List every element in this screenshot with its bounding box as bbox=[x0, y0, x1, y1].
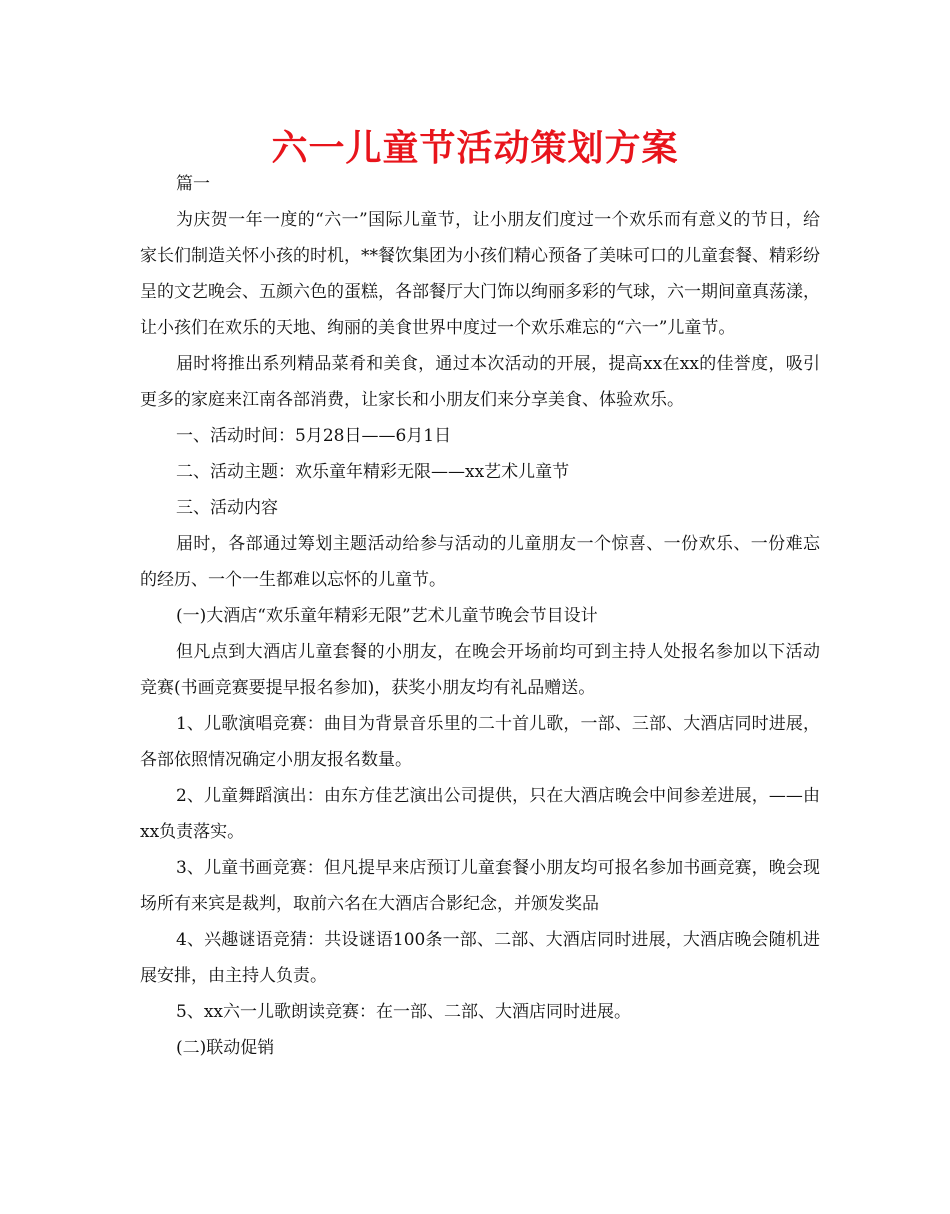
paragraph: 一、活动时间：5月28日——6月1日 bbox=[176, 426, 452, 446]
paragraph: 为庆贺一年一度的“六一”国际儿童节，让小朋友们度过一个欢乐而有意义的节日，给家长们制造关怀小孩的时机，**餐饮集团为小孩们精心预备了美味可口的儿童套餐、精彩纷呈的文艺晚会、五颜六色的蛋糕，各部餐厅大门饰以绚丽多彩的气球，六一期间童真荡漾，让小孩们在欢乐的天地、绚丽的美食世界中度过一个欢乐难忘的“六一”儿童节。 bbox=[140, 210, 820, 338]
paragraph: 三、活动内容 bbox=[176, 498, 278, 518]
section-heading: 篇一 bbox=[176, 174, 210, 194]
paragraph: 4、兴趣谜语竞猜：共设谜语100条一部、二部、大酒店同时进展，大酒店晚会随机进展安排，由主持人负责。 bbox=[140, 930, 820, 986]
paragraph: (一)大酒店“欢乐童年精彩无限”艺术儿童节晚会节目设计 bbox=[176, 606, 598, 626]
paragraph: 1、儿歌演唱竞赛：曲目为背景音乐里的二十首儿歌，一部、三部、大酒店同时进展，各部依照情况确定小朋友报名数量。 bbox=[140, 714, 820, 770]
paragraph: 但凡点到大酒店儿童套餐的小朋友，在晚会开场前均可到主持人处报名参加以下活动竞赛(书画竞赛要提早报名参加)，获奖小朋友均有礼品赠送。 bbox=[140, 642, 820, 698]
document-title: 六一儿童节活动策划方案 bbox=[271, 128, 679, 169]
paragraph: (二)联动促销 bbox=[176, 1038, 275, 1058]
paragraph: 届时，各部通过筹划主题活动给参与活动的儿童朋友一个惊喜、一份欢乐、一份难忘的经历、一个一生都难以忘怀的儿童节。 bbox=[140, 534, 820, 590]
document-body bbox=[140, 166, 820, 1066]
paragraph: 二、活动主题：欢乐童年精彩无限——xx艺术儿童节 bbox=[176, 462, 570, 482]
paragraph: 2、儿童舞蹈演出：由东方佳艺演出公司提供，只在大酒店晚会中间参差进展，——由xx负责落实。 bbox=[140, 786, 820, 842]
paragraph: 5、xx六一儿歌朗读竞赛：在一部、二部、大酒店同时进展。 bbox=[176, 1002, 631, 1022]
paragraph: 3、儿童书画竞赛：但凡提早来店预订儿童套餐小朋友均可报名参加书画竞赛，晚会现场所有来宾是裁判，取前六名在大酒店合影纪念，并颁发奖品 bbox=[140, 858, 820, 914]
paragraph: 届时将推出系列精品菜肴和美食，通过本次活动的开展，提高xx在xx的佳誉度，吸引更多的家庭来江南各部消费，让家长和小朋友们来分享美食、体验欢乐。 bbox=[140, 354, 820, 410]
